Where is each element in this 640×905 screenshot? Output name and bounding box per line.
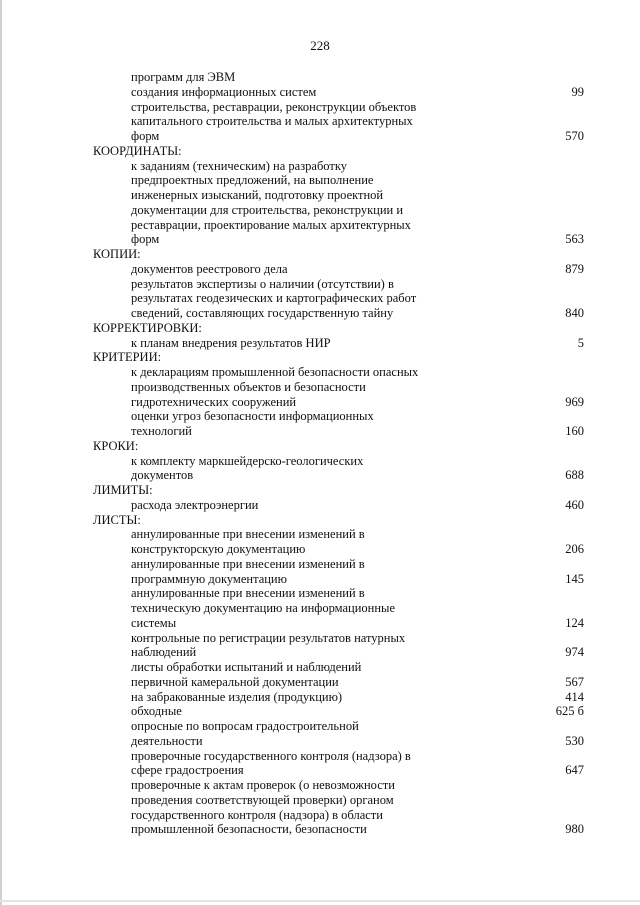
index-entry-row bbox=[0, 336, 640, 351]
index-entry-text: аннулированные при внесении изменений в bbox=[131, 527, 365, 542]
index-entry-text: производственных объектов и безопасности bbox=[131, 379, 366, 394]
index-page-reference: 563 bbox=[565, 232, 584, 247]
index-entry-text: аннулированные при внесении изменений в bbox=[131, 586, 365, 601]
index-entry-text: инженерных изысканий, подготовку проектной bbox=[131, 188, 384, 202]
index-entry-text: документов реестрового дела bbox=[131, 261, 288, 276]
index-entry-row bbox=[0, 542, 640, 557]
scan-bottom-edge bbox=[0, 900, 640, 902]
index-entry-text: проверочные к актам проверок (о невозможности bbox=[131, 778, 395, 792]
index-entry-text: результатах геодезических и картографических работ bbox=[131, 291, 417, 306]
index-entry-text: строительства, реставрации, реконструкции объектов bbox=[131, 99, 417, 114]
index-page-reference: 206 bbox=[565, 542, 584, 556]
index-entry-row bbox=[0, 660, 640, 675]
index-entry-row bbox=[0, 749, 640, 764]
index-heading-row bbox=[0, 439, 640, 454]
index-page-reference: 99 bbox=[571, 84, 584, 99]
index-entry-row bbox=[0, 631, 640, 646]
index-heading: КОПИИ: bbox=[93, 247, 141, 261]
index-entry-text: техническую документацию на информационные bbox=[131, 601, 396, 615]
index-entry-row bbox=[0, 114, 640, 129]
index-entry-text: предпроектных предложений, на выполнение bbox=[131, 173, 374, 188]
index-heading: КОРРЕКТИРОВКИ: bbox=[93, 320, 202, 335]
index-entry-text: реставрации, проектирование малых архитектурных bbox=[131, 217, 411, 232]
index-entry-text: конструкторскую документацию bbox=[131, 542, 306, 556]
index-entry-text: к комплекту маркшейдерско-геологических bbox=[131, 453, 364, 468]
index-heading-row bbox=[0, 513, 640, 528]
index-entry-row bbox=[0, 468, 640, 483]
index-entry-row bbox=[0, 586, 640, 601]
index-entry-text: системы bbox=[131, 615, 177, 630]
index-entry-row bbox=[0, 262, 640, 277]
index-entry-row bbox=[0, 409, 640, 424]
index-entry-text: наблюдений bbox=[131, 645, 197, 660]
index-entry-text: проведения соответствующей проверки) органом bbox=[131, 792, 394, 807]
index-entry-row bbox=[0, 616, 640, 631]
index-page-reference: 124 bbox=[565, 615, 584, 630]
index-page-reference: 530 bbox=[565, 733, 584, 748]
index-page-reference: 969 bbox=[565, 394, 584, 409]
index-page-reference: 160 bbox=[565, 424, 584, 438]
index-heading-row bbox=[0, 483, 640, 498]
index-heading-row bbox=[0, 247, 640, 262]
index-entry-text: расхода электроэнергии bbox=[131, 497, 259, 512]
index-page-reference: 688 bbox=[565, 468, 584, 483]
index-entry-text: контрольные по регистрации результатов натурных bbox=[131, 630, 406, 645]
index-entry-text: результатов экспертизы о наличии (отсутствии) в bbox=[131, 276, 394, 291]
index-entry-row bbox=[0, 129, 640, 144]
index-entry-row bbox=[0, 291, 640, 306]
index-page-reference: 625 б bbox=[555, 704, 584, 719]
index-entry-row bbox=[0, 572, 640, 587]
index-heading: ЛИМИТЫ: bbox=[93, 483, 153, 497]
index-entry-row bbox=[0, 498, 640, 513]
index-entry-row bbox=[0, 395, 640, 410]
index-page-reference: 145 bbox=[565, 571, 584, 586]
index-page-reference: 974 bbox=[565, 645, 584, 660]
index-entry-row bbox=[0, 778, 640, 793]
index-entry-row bbox=[0, 557, 640, 572]
index-entry-text: капитального строительства и малых архитектурных bbox=[131, 114, 413, 129]
index-heading: КООРДИНАТЫ: bbox=[93, 143, 182, 158]
index-heading: КРОКИ: bbox=[93, 438, 139, 453]
index-heading-row bbox=[0, 321, 640, 336]
index-entry-row bbox=[0, 203, 640, 218]
index-entry-row bbox=[0, 822, 640, 837]
index-entry-row bbox=[0, 645, 640, 660]
index-entry-row bbox=[0, 365, 640, 380]
index-entry-row bbox=[0, 763, 640, 778]
page-number: 228 bbox=[310, 38, 330, 53]
index-entry-row bbox=[0, 188, 640, 203]
index-entry-text: опросные по вопросам градостроительной bbox=[131, 719, 359, 733]
index-entry-text: государственного контроля (надзора) в области bbox=[131, 807, 383, 822]
index-entry-row bbox=[0, 690, 640, 705]
index-entry-row bbox=[0, 173, 640, 188]
index-entry-row bbox=[0, 601, 640, 616]
index-page-reference: 5 bbox=[577, 335, 584, 350]
index-entry-row bbox=[0, 232, 640, 247]
subject-index bbox=[0, 70, 640, 837]
index-entry-text: сведений, составляющих государственную тайну bbox=[131, 306, 394, 320]
index-entry-row bbox=[0, 527, 640, 542]
index-page-reference: 980 bbox=[565, 822, 584, 837]
index-entry-row bbox=[0, 734, 640, 749]
index-page-reference: 570 bbox=[565, 129, 584, 143]
index-entry-row bbox=[0, 719, 640, 734]
index-entry-text: форм bbox=[131, 129, 160, 143]
index-entry-text: создания информационных систем bbox=[131, 84, 317, 99]
index-entry-row bbox=[0, 380, 640, 395]
index-entry-row bbox=[0, 454, 640, 469]
index-page-reference: 460 bbox=[565, 497, 584, 512]
index-entry-row bbox=[0, 424, 640, 439]
index-entry-text: проверочные государственного контроля (надзора) в bbox=[131, 748, 411, 763]
index-heading-row bbox=[0, 350, 640, 365]
index-entry-row bbox=[0, 159, 640, 174]
index-entry-text: промышленной безопасности, безопасности bbox=[131, 822, 367, 837]
index-entry-row bbox=[0, 793, 640, 808]
index-entry-text: первичной камеральной документации bbox=[131, 674, 339, 689]
index-page-reference: 414 bbox=[565, 689, 584, 704]
index-entry-text: к планам внедрения результатов НИР bbox=[131, 335, 331, 350]
index-page-reference: 647 bbox=[565, 763, 584, 778]
index-entry-text: на забракованные изделия (продукцию) bbox=[131, 689, 343, 704]
index-entry-text: документов bbox=[131, 468, 194, 483]
index-entry-text: форм bbox=[131, 232, 160, 247]
index-entry-row bbox=[0, 306, 640, 321]
index-entry-text: к декларациям промышленной безопасности опасных bbox=[131, 365, 419, 379]
index-entry-text: сфере градостроения bbox=[131, 763, 244, 778]
index-entry-text: гидротехнических сооружений bbox=[131, 394, 297, 409]
index-entry-text: деятельности bbox=[131, 733, 203, 748]
index-entry-text: программную документацию bbox=[131, 571, 287, 586]
index-entry-row bbox=[0, 70, 640, 85]
index-entry-row bbox=[0, 675, 640, 690]
index-page-reference: 567 bbox=[565, 674, 584, 689]
index-page-reference: 840 bbox=[565, 306, 584, 320]
index-entry-row bbox=[0, 277, 640, 292]
index-heading-row bbox=[0, 144, 640, 159]
index-entry-text: документации для строительства, реконструкции и bbox=[131, 202, 404, 217]
index-entry-text: технологий bbox=[131, 424, 192, 438]
index-entry-text: обходные bbox=[131, 704, 182, 719]
index-heading: КРИТЕРИИ: bbox=[93, 350, 162, 365]
index-page-reference: 879 bbox=[565, 261, 584, 276]
index-entry-text: программ для ЭВМ bbox=[131, 70, 236, 84]
index-entry-row bbox=[0, 808, 640, 823]
index-entry-text: листы обработки испытаний и наблюдений bbox=[131, 660, 362, 674]
index-entry-row bbox=[0, 704, 640, 719]
index-heading: ЛИСТЫ: bbox=[93, 512, 141, 527]
index-entry-text: к заданиям (техническим) на разработку bbox=[131, 158, 347, 173]
index-entry-text: аннулированные при внесении изменений в bbox=[131, 556, 365, 571]
index-entry-row bbox=[0, 218, 640, 233]
index-entry-text: оценки угроз безопасности информационных bbox=[131, 409, 374, 424]
index-entry-row bbox=[0, 85, 640, 100]
index-entry-row bbox=[0, 100, 640, 115]
